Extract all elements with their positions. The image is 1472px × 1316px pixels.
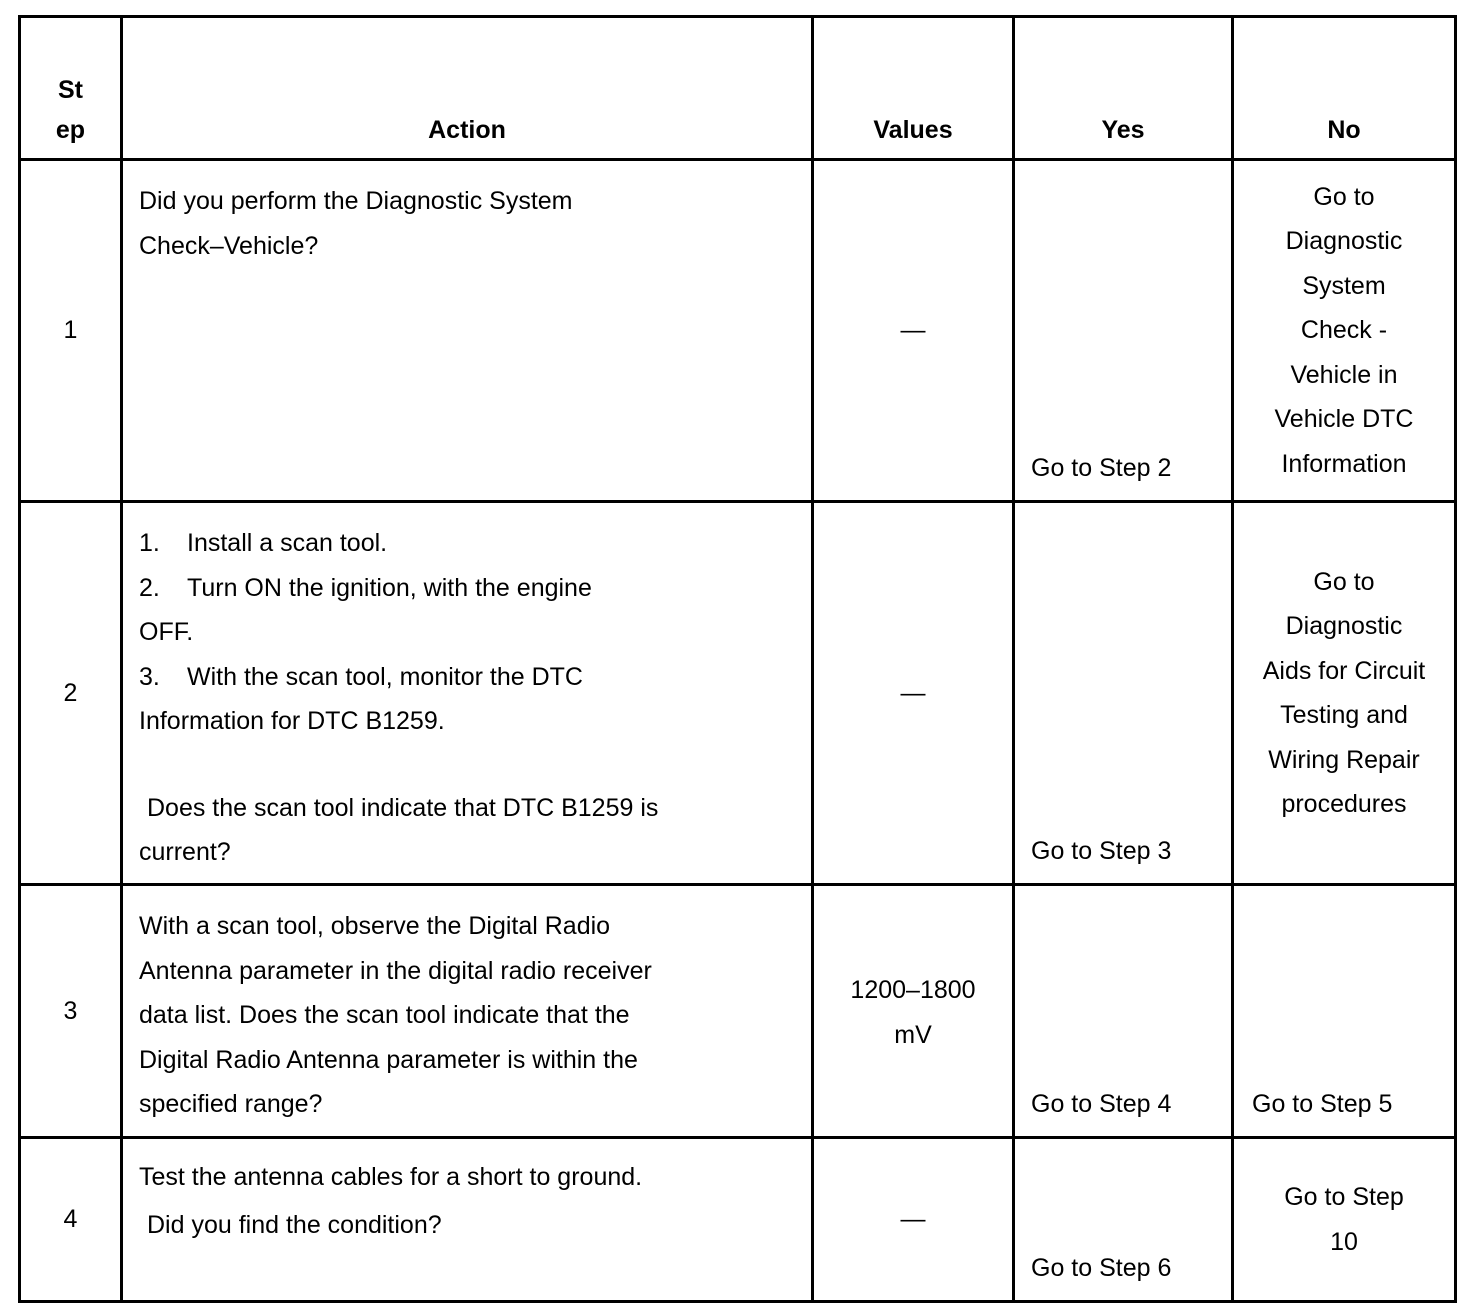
action-question: Does the scan tool indicate that DTC B1259 is	[147, 793, 659, 822]
no-line: Information	[1281, 449, 1407, 478]
step-number: 1	[20, 160, 122, 502]
step-number: 3	[20, 885, 122, 1138]
no-line: Testing and	[1280, 701, 1408, 729]
header-no: No	[1233, 17, 1456, 160]
header-step-line-1: St	[58, 76, 83, 104]
step-number: 4	[20, 1138, 122, 1302]
yes-cell: Go to Step 6	[1014, 1138, 1233, 1302]
no-line: procedures	[1281, 790, 1407, 818]
header-values: Values	[813, 17, 1014, 160]
values-line: 1200–1800	[850, 976, 976, 1004]
yes-cell: Go to Step 2	[1014, 160, 1233, 502]
header-row	[20, 17, 1456, 160]
no-line: System	[1302, 271, 1386, 300]
action-line: data list. Does the scan tool indicate that the	[139, 1001, 630, 1029]
spacer	[139, 744, 797, 786]
values-line: mV	[894, 1020, 932, 1049]
no-line: Check -	[1300, 316, 1388, 345]
values-cell: —	[813, 502, 1014, 885]
step-number: 2	[20, 502, 122, 885]
table-row	[20, 885, 1456, 1138]
action-item	[139, 521, 797, 566]
action-item-continuation: OFF.	[139, 618, 194, 646]
no-line: Diagnostic	[1285, 612, 1403, 640]
no-line: Go to	[1313, 182, 1375, 211]
action-item-number: 3.	[139, 662, 160, 691]
no-line: Go to	[1313, 567, 1375, 596]
table-row	[20, 1138, 1456, 1302]
no-line: Vehicle in	[1290, 360, 1398, 389]
values-cell: —	[813, 160, 1014, 502]
header-action: Action	[122, 17, 813, 160]
action-item-text: Turn ON the ignition, with the engine	[187, 573, 592, 602]
action-line: With a scan tool, observe the Digital Radio	[139, 912, 611, 940]
action-line: Test the antenna cables for a short to ground.	[139, 1163, 643, 1191]
no-cell	[1233, 502, 1456, 885]
action-line: specified range?	[139, 1090, 323, 1118]
action-item-number: 1.	[139, 529, 160, 557]
header-yes: Yes	[1014, 17, 1233, 160]
action-cell	[122, 1138, 813, 1302]
action-question: Did you find the condition?	[147, 1210, 442, 1239]
action-cell	[122, 885, 813, 1138]
action-item-continuation: Information for DTC B1259.	[139, 707, 445, 735]
action-item	[139, 655, 797, 700]
header-step-line-2: ep	[55, 116, 86, 144]
table-row	[20, 160, 1456, 502]
action-item-number: 2.	[139, 573, 160, 602]
action-item	[139, 566, 797, 611]
action-line: Digital Radio Antenna parameter is within the	[139, 1045, 638, 1074]
yes-cell: Go to Step 4	[1014, 885, 1233, 1138]
action-line: Antenna parameter in the digital radio receiver	[139, 956, 652, 985]
action-question: current?	[139, 838, 231, 866]
action-cell	[122, 502, 813, 885]
no-line: Wiring Repair	[1268, 745, 1420, 774]
values-cell: —	[813, 1138, 1014, 1302]
no-line: Vehicle DTC	[1274, 405, 1414, 434]
action-item-text: With the scan tool, monitor the DTC	[187, 662, 583, 691]
action-line: Did you perform the Diagnostic System	[139, 187, 573, 215]
action-cell	[122, 160, 813, 502]
no-cell: Go to Step 5	[1233, 885, 1456, 1138]
action-line: Check–Vehicle?	[139, 231, 319, 260]
diagnostic-table	[18, 15, 1457, 1303]
action-item-text: Install a scan tool.	[187, 529, 388, 557]
no-cell	[1233, 1138, 1456, 1302]
header-step	[20, 17, 122, 160]
no-line: Diagnostic	[1285, 227, 1403, 256]
table-row	[20, 502, 1456, 885]
yes-cell: Go to Step 3	[1014, 502, 1233, 885]
no-cell	[1233, 160, 1456, 502]
values-cell	[813, 885, 1014, 1138]
no-line: Go to Step	[1284, 1183, 1404, 1211]
no-line: 10	[1330, 1227, 1358, 1256]
no-line: Aids for Circuit	[1262, 656, 1426, 685]
